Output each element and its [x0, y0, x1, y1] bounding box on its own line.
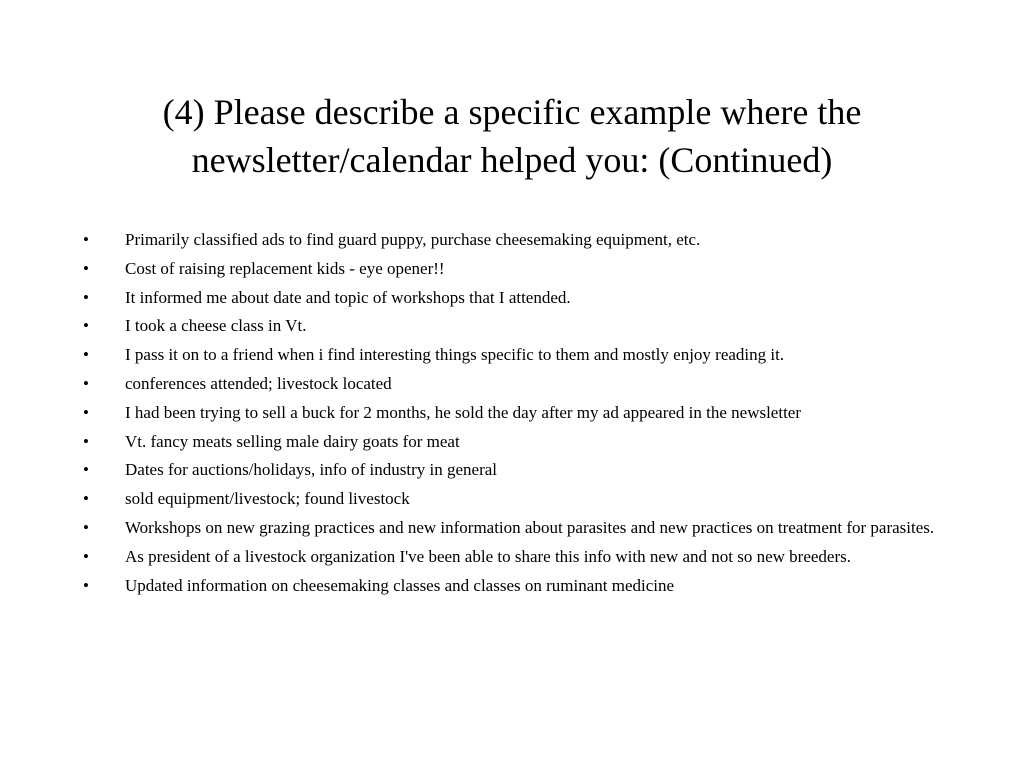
list-item	[83, 372, 943, 396]
list-item	[83, 458, 943, 482]
list-item-text: I took a cheese class in Vt.	[125, 316, 307, 336]
bullet-icon: •	[83, 287, 89, 307]
list-item-text: It informed me about date and topic of workshops that I attended.	[125, 287, 571, 307]
bullet-icon: •	[83, 546, 89, 566]
list-item	[83, 401, 943, 425]
list-item	[83, 574, 943, 598]
list-item	[83, 487, 943, 511]
bullet-icon: •	[83, 345, 89, 365]
bullet-icon: •	[83, 402, 89, 422]
list-item	[83, 286, 943, 310]
list-item-text: sold equipment/livestock; found livestock	[125, 489, 410, 509]
list-item	[83, 545, 943, 569]
list-item	[83, 314, 943, 338]
bullet-icon: •	[83, 258, 89, 278]
bullet-icon: •	[83, 517, 89, 537]
bullet-icon: •	[83, 316, 89, 336]
list-item	[83, 343, 943, 367]
list-item-text: I had been trying to sell a buck for 2 months, he sold the day after my ad appeared in the newsletter	[125, 402, 802, 422]
bullet-icon: •	[83, 575, 89, 595]
slide-title: (4) Please describe a specific example where the newsletter/calendar helped you: (Continued)	[162, 92, 862, 180]
bullet-icon: •	[83, 431, 89, 451]
list-item-text: conferences attended; livestock located	[125, 373, 392, 393]
list-item-text: As president of a livestock organization I've been able to share this info with new and not so new breeders.	[125, 546, 851, 566]
list-item-text: Updated information on cheesemaking classes and classes on ruminant medicine	[125, 575, 675, 595]
bullet-icon: •	[83, 460, 89, 480]
list-item	[83, 516, 943, 540]
bullet-icon: •	[83, 373, 89, 393]
list-item-text: Dates for auctions/holidays, info of industry in general	[125, 460, 498, 480]
list-item-text: Workshops on new grazing practices and new information about parasites and new practices on treatment for parasites.	[125, 517, 935, 537]
bullet-icon: •	[83, 489, 89, 509]
list-item-text: Primarily classified ads to find guard puppy, purchase cheesemaking equipment, etc.	[125, 230, 701, 249]
list-item-text: Vt. fancy meats selling male dairy goats for meat	[125, 431, 460, 451]
bullet-list	[83, 228, 943, 602]
list-item	[83, 430, 943, 454]
list-item-text: I pass it on to a friend when i find interesting things specific to them and mostly enjoy reading it.	[125, 345, 785, 365]
bullet-icon: •	[83, 230, 89, 249]
list-item	[83, 228, 943, 252]
list-item-text: Cost of raising replacement kids - eye opener!!	[125, 258, 445, 278]
list-item	[83, 257, 943, 281]
